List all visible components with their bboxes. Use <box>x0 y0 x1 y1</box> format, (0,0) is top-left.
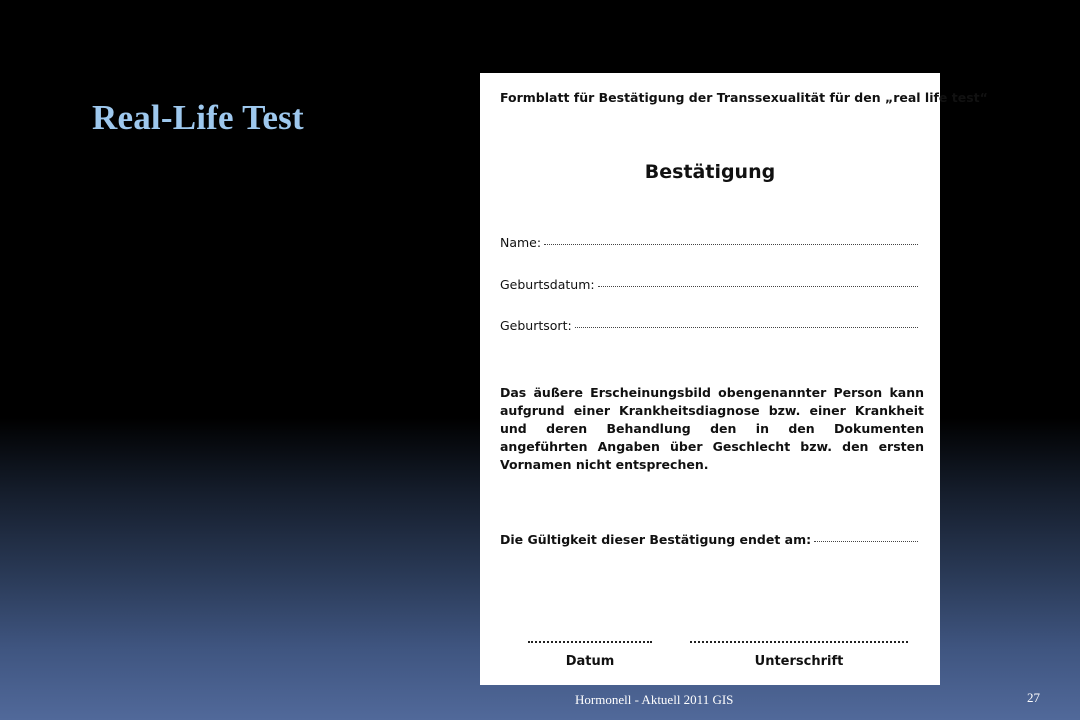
name-dotted-line <box>544 243 918 245</box>
name-field <box>500 235 918 250</box>
validity-field <box>500 532 918 547</box>
birth-place-label: Geburtsort: <box>500 318 572 333</box>
birth-date-field <box>500 277 918 292</box>
validity-label: Die Gültigkeit dieser Bestätigung endet am: <box>500 532 812 547</box>
date-label: Datum <box>565 654 615 669</box>
slide-footer: Hormonell - Aktuell 2011 GIS <box>575 692 734 707</box>
birth-place-dotted-line <box>575 326 918 328</box>
signature-line <box>690 640 908 643</box>
birth-date-dotted-line <box>598 285 918 287</box>
signature-label: Unterschrift <box>754 654 844 669</box>
name-label: Name: <box>500 235 542 250</box>
form-paragraph: Das äußere Erscheinungsbild obengenannter Person kann aufgrund einer Krankheitsdiagnose bzw. einer Krankheit und deren Behandlung den in den Dokumenten angeführten Angaben über Geschlecht bzw. den ersten Vornamen nicht entsprechen. <box>500 385 924 472</box>
birth-place-field <box>500 318 918 333</box>
form-title: Bestätigung <box>644 161 776 183</box>
birth-date-label: Geburtsdatum: <box>500 277 595 292</box>
confirmation-form-image <box>480 73 988 685</box>
slide-title: Real-Life Test <box>92 98 304 137</box>
validity-dotted-line <box>814 540 918 542</box>
page-number: 27 <box>1027 690 1040 705</box>
form-heading: Formblatt für Bestätigung der Transsexualität für den „real life test“ <box>500 90 988 105</box>
date-signature-line <box>528 640 652 643</box>
